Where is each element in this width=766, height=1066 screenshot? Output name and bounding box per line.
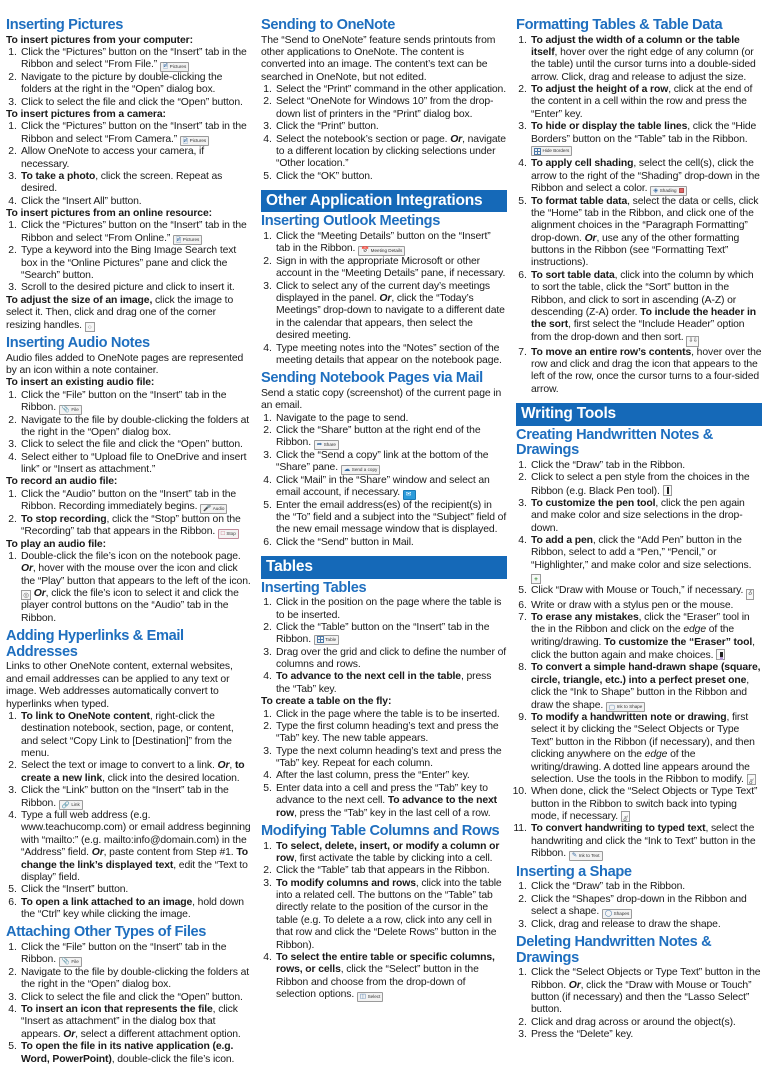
list-item: 2. Click to select a pen style from the choices in the Ribbon (e.g. Black Pen tool). (530, 472, 763, 498)
paperclip-icon: 📎 (61, 958, 70, 966)
list-item: 1. Click the “Meeting Details” button on the “Insert” tab in the Ribbon. 📅 Meeting Details (275, 231, 508, 256)
list-item: 1. Click in the position on the page where the table is to be inserted. (275, 597, 508, 622)
list-item: 4. Type a full web address (e.g. www.teachucomp.com) or email address beginning with “mailto:” (e.g. mailto:info@domain.com) in the “Address” field. Or, paste content from Step #1. To change the link’s displayed text, edit the “Text to display” field. (20, 810, 253, 884)
list-item: 4. After the last column, press the “Enter” key. (275, 770, 508, 782)
list-item: 4. Click the “Insert All” button. (20, 196, 253, 208)
list-play-audio (6, 551, 252, 625)
list-item: 1. Double-click the file’s icon on the notebook page. Or, hover with the mouse over the icon and click the “Play” button that appears to the left of the icon. ◎ Or, click the file’s icon to select it and click the player control buttons on the “Audio” tab in the Ribbon. (20, 551, 253, 625)
list-item: 1. Click the “File” button on the “Insert” tab in the Ribbon. 📎 File (20, 390, 253, 415)
list-hyperlinks (6, 711, 252, 922)
list-item: 2. Click the “Table” tab that appears in the Ribbon. (275, 865, 508, 877)
subhead-pictures-from-computer: To insert pictures from your computer: (6, 34, 193, 46)
list-item: 1. Click the “Draw” tab in the Ribbon. (530, 460, 763, 472)
list-item: 3. Click to select the file and click the “Open” button. (20, 439, 253, 451)
ink-to-text-ribbon-chip[interactable]: ✎ Ink to Text (569, 851, 603, 861)
list-item: 6. To sort table data, click into the column by which to sort the table, click the “Sort” button in the Ribbon, and click to sort in ascending (A-Z) or descending (Z-A) order. To include the header in the sort, first select the “Include Header” option from the drop-down and then sort. ⇩⇩ (530, 270, 763, 347)
list-item: 3. Click to select any of the current day’s meetings displayed in the panel. Or, click the “Today’s Meetings” drop-down to navigate to a different date in the calendar that appears, then select the desired meeting. (275, 281, 508, 343)
section-heading-sending-to-onenote: Sending to OneNote (261, 17, 395, 33)
list-item: 3. Click the “Send a copy” link at the bottom of the “Share” pane. ☁ Send a copy (275, 450, 508, 475)
section-heading-inserting-tables: Inserting Tables (261, 579, 367, 596)
shapes-icon: ◯ (604, 910, 613, 918)
file-ribbon-chip[interactable]: 📎 File (59, 957, 82, 967)
mail-app-icon[interactable] (403, 490, 416, 500)
pictures-ribbon-chip[interactable]: 🖻 Pictures (180, 136, 209, 146)
list-item: 5. To open the file in its native application (e.g. Word, PowerPoint), double-click the file’s icon. (20, 1041, 253, 1066)
list-item: 1. Click the “Select Objects or Type Text” button in the Ribbon. Or, click the “Draw with Mouse or Touch” button (if necessary) and then the “Lasso Select” button. (530, 967, 763, 1017)
list-formatting-tables (516, 35, 762, 397)
list-inserting-tables (261, 597, 507, 696)
meeting-details-ribbon-chip[interactable]: 📅 Meeting Details (358, 246, 405, 256)
list-item: 3. Click, drag and release to draw the shape. (530, 919, 763, 931)
draw-with-mouse-or-touch-icon[interactable]: δ (746, 589, 754, 600)
shapes-ribbon-chip[interactable]: ◯ Shapes (602, 909, 632, 919)
list-item: 2. Click the “Share” button at the right end of the Ribbon. ➦ Share (275, 425, 508, 450)
stop-ribbon-chip[interactable]: □ Stop (218, 529, 239, 539)
list-outlook-meetings (261, 231, 507, 367)
list-item: 1. Click the “Pictures” button on the “Insert” tab in the Ribbon and select “From File.” 🖻 Pictures (20, 47, 253, 72)
list-item: 2. Navigate to the file by double-clicking the folders at the right in the “Open” dialog box. (20, 967, 253, 992)
column-2 (261, 14, 507, 1001)
section-heading-formatting-tables: Formatting Tables & Table Data (516, 17, 723, 33)
ink-to-text-icon: ✎ (571, 852, 578, 860)
list-item: 1. Click the “Pictures” button on the “Insert” tab in the Ribbon and select “From Online.” 🖻 Pictures (20, 220, 253, 245)
list-item: 4. Select either to “Upload file to OneDrive and insert link” or “Insert as attachment.” (20, 452, 253, 477)
ink-to-shape-ribbon-chip[interactable]: ▢ Ink to Shape (606, 702, 645, 712)
list-item: 2. Select the text or image to convert to a link. Or, to create a new link, click into the desired location. (20, 760, 253, 785)
section-heading-modifying-table-columns-rows: Modifying Table Columns and Rows (261, 822, 500, 839)
list-item: 9. To modify a handwritten note or drawing, first select it by clicking the “Select Objects or Type Text” button in the Ribbon (if necessary), and then clicking anywhere on the edge of the writing/drawing. A dotted line appears around the selection. Use the tools in the Ribbon to modify. $\delta^I$ (530, 712, 763, 786)
list-item: 1. To adjust the width of a column or the table itself, hover over the right edge of any column (or the table) until the cursor turns into a double-sided arrow. Click, drag and release to adjust the size. (530, 35, 763, 85)
list-pictures-from-computer (6, 47, 252, 109)
table-ribbon-chip[interactable]: Table (314, 635, 339, 645)
microphone-icon: 🎤 (203, 505, 212, 513)
list-item: 4. Type meeting notes into the “Notes” section of the meeting details that appear on the notebook page. (275, 343, 508, 368)
column-3 (516, 14, 762, 1041)
list-pictures-from-online (6, 220, 252, 294)
list-item: 3. To customize the pen tool, click the pen again and make color and size selections in the drop-down. (530, 498, 763, 535)
list-modifying-table-columns-rows (261, 841, 507, 1002)
subhead-play-audio: To play an audio file: (6, 538, 106, 550)
list-item: 5. Click the “OK” button. (275, 171, 508, 183)
list-item: 1. Click in the page where the table is to be inserted. (275, 709, 508, 721)
black-pen-tool-icon[interactable] (663, 485, 672, 496)
list-item: 1. To link to OneNote content, right-click the destination notebook, section, page, or content, and select “Copy Link to [Destination]” from the menu. (20, 711, 253, 761)
stop-square-icon: □ (220, 530, 225, 538)
list-item: 7. To move an entire row’s contents, hover over the row and click and drag the icon that appears to the left of the row, once the cursor turns to a four-sided arrow. (530, 347, 763, 397)
shading-ribbon-chip[interactable]: ◈ Shading (650, 186, 687, 196)
banner-writing-tools: Writing Tools (516, 403, 762, 425)
list-item: 3. To hide or display the table lines, click the “Hide Borders” button on the “Table” tab in the Ribbon. Hide Borders (530, 121, 763, 158)
picture-icon: 🖻 (175, 236, 182, 244)
list-item: 5. Enter the email address(es) of the recipient(s) in the “To” field and a subject into the “Subject” field of the new email message window that is displayed. (275, 500, 508, 537)
list-item: 4. To select the entire table or specific columns, rows, or cells, click the “Select” button in the Ribbon and choose from the drop-down of selection options. ◫ Select (275, 952, 508, 1002)
list-item: 5. To format table data, select the data or cells, click the “Home” tab in the Ribbon, and click one of the alignment choices in the “Paragraph Formatting” drop-down. Or, use any of the other formatting buttons in the Ribbon (see “Formatting Text” instructions). (530, 196, 763, 270)
intro-sending-to-onenote: The “Send to OneNote” feature sends printouts from other applications to OneNote. The content is converted into an image. The content’s text can be searched in OneNote, but not edited. (261, 34, 496, 83)
column-1 (6, 14, 252, 1065)
list-item: 6. To open a link attached to an image, hold down the “Ctrl” key while clicking the image. (20, 897, 253, 922)
intro-audio-notes: Audio files added to OneNote pages are represented by an icon within a note container. (6, 352, 244, 376)
list-item: 1. Navigate to the page to send. (275, 413, 508, 425)
list-item: 5. Click “Draw with Mouse or Touch,” if necessary. δ (530, 585, 763, 600)
send-a-copy-ribbon-chip[interactable]: ☁ Send a copy (341, 465, 381, 475)
list-item: 4. To insert an icon that represents the file, click “Insert as attachment” in the dialog box that appears. Or, select a different attachment option. (20, 1004, 253, 1041)
list-item: 3. To modify columns and rows, click into the table into a related cell. The buttons on the “Table” tab directly relate to the position of the cursor in the table (e.g. To delete a a row, click into any cell in that row and click the “Delete Rows” button in the Ribbon). (275, 878, 508, 952)
list-item: 2. Click the “Shapes” drop-down in the Ribbon and select a shape. ◯ Shapes (530, 894, 763, 919)
subhead-record-audio: To record an audio file: (6, 476, 118, 488)
list-item: 3. Drag over the grid and click to define the number of columns and rows. (275, 647, 508, 672)
list-item: 3. Scroll to the desired picture and click to insert it. (20, 282, 253, 294)
subhead-pictures-from-camera: To insert pictures from a camera: (6, 108, 166, 120)
eraser-tool-icon[interactable] (716, 649, 725, 660)
list-item: 3. Click to select the file and click the “Open” button. (20, 992, 253, 1004)
list-deleting-handwritten-notes (516, 967, 762, 1041)
select-ribbon-chip[interactable]: ◫ Select (357, 992, 383, 1002)
list-item: 2. Click and drag across or around the object(s). (530, 1017, 763, 1029)
picture-icon: 🖻 (182, 137, 189, 145)
list-item: 2. Type a keyword into the Bing Image Search text box in the “Online Pictures” pane and click the “Search” button. (20, 245, 253, 282)
list-sending-pages-via-mail (261, 413, 507, 550)
list-item: 3. Click the “Print” button. (275, 121, 508, 133)
select-icon: ◫ (359, 993, 367, 1001)
envelope-icon: ✉ (405, 491, 412, 499)
list-creating-handwritten-notes (516, 460, 762, 861)
list-item: 2. Navigate to the file by double-clicking the folders at the right in the “Open” dialog box. (20, 415, 253, 440)
list-item: 3. Press the “Delete” key. (530, 1029, 763, 1041)
section-heading-inserting-a-shape: Inserting a Shape (516, 863, 632, 880)
list-item: 3. Click to select the file and click the “Open” button. (20, 97, 253, 109)
list-pictures-from-camera (6, 121, 252, 208)
cloud-icon: ☁ (343, 466, 351, 474)
list-item: 1. Click the “Audio” button on the “Insert” tab in the Ribbon. Recording immediately begins. 🎤 Audio (20, 489, 253, 514)
section-heading-sending-pages-via-mail: Sending Notebook Pages via Mail (261, 370, 483, 387)
list-item: 1. Click the “File” button on the “Insert” tab in the Ribbon. 📎 File (20, 942, 253, 967)
list-insert-existing-audio (6, 390, 252, 477)
file-ribbon-chip[interactable]: 📎 File (59, 405, 82, 415)
audio-ribbon-chip[interactable]: 🎤 Audio (200, 504, 227, 514)
intro-sending-pages-via-mail: Send a static copy (screenshot) of the current page in an email. (261, 387, 502, 412)
para-adjust-image-size: To adjust the size of an image, click the image to select it. Then, click and drag one of the corner resizing handles. ○ (6, 294, 234, 331)
section-heading-inserting-outlook-meetings: Inserting Outlook Meetings (261, 213, 441, 230)
list-item: 7. To erase any mistakes, click the “Eraser” tool in the in the Ribbon and click on the edge of the writing/drawing. To customize the “Eraser” tool, click the button again and make choices. (530, 612, 763, 663)
paperclip-icon: 📎 (61, 406, 70, 414)
link-ribbon-chip[interactable]: 🔗 Link (59, 800, 83, 810)
subhead-insert-existing-audio: To insert an existing audio file: (6, 377, 155, 389)
list-item: 6. Click the “Send” button in Mail. (275, 537, 508, 549)
list-item: 2. Click the “Table” button on the “Insert” tab in the Ribbon. Table (275, 622, 508, 647)
resize-handle-icon: ○ (85, 322, 95, 332)
list-create-table-on-the-fly (261, 709, 507, 820)
list-item: 4. Click “Mail” in the “Share” window and select an email account, if necessary. ✉ (275, 475, 508, 500)
subhead-pictures-from-online: To insert pictures from an online resource: (6, 208, 212, 220)
picture-icon: 🖻 (162, 63, 169, 71)
link-icon: 🔗 (61, 801, 70, 809)
color-swatch (679, 188, 684, 193)
select-objects-or-type-text-icon[interactable]: $\delta^I$ (621, 811, 630, 822)
share-ribbon-chip[interactable]: ➦ Share (314, 440, 339, 450)
list-attaching-files (6, 942, 252, 1066)
banner-tables: Tables (261, 556, 507, 578)
sort-az-icon[interactable]: ⇩⇩ (686, 336, 699, 347)
grid-icon (317, 636, 324, 643)
play-button-icon: ◎ (21, 590, 31, 600)
list-item: 4. Select the notebook’s section or page. Or, navigate to a different location by clicking selections under “Other location.” (275, 134, 508, 171)
list-item: 2. Allow OneNote to access your camera, if necessary. (20, 146, 253, 171)
list-item: 2. Select “OneNote for Windows 10” from the drop-down list of printers in the “Print” dialog box. (275, 96, 508, 121)
list-item: 1. Click the “Draw” tab in the Ribbon. (530, 881, 763, 893)
list-item: 11. To convert handwriting to typed text, select the handwriting and click the “Ink to Text” button in the Ribbon. ✎ Ink to Text (530, 823, 763, 860)
list-item: 1. Click the “Pictures” button on the “Insert” tab in the Ribbon and select “From Camera.” 🖻 Pictures (20, 121, 253, 146)
list-item: 4. To add a pen, click the “Add Pen” button in the Ribbon, select to add a “Pen,” “Pencil,” or “Highlighter,” and make color and size selections. + (530, 535, 763, 585)
list-item: 3. Type the next column heading’s text and press the “Tab” key. Repeat for each column. (275, 746, 508, 771)
list-inserting-a-shape (516, 881, 762, 931)
list-item: 2. To adjust the height of a row, click at the end of the content in a cell within the row and press the “Enter” key. (530, 84, 763, 121)
list-item: 5. Click the “Insert” button. (20, 884, 253, 896)
section-heading-attaching-files: Attaching Other Types of Files (6, 924, 207, 941)
section-heading-adding-hyperlinks: Adding Hyperlinks & Email Addresses (6, 628, 184, 660)
banner-other-application-integrations: Other Application Integrations (261, 190, 507, 212)
list-item: 2. Navigate to the picture by double-clicking the folders at the right in the “Open” dialog box. (20, 72, 253, 97)
shape-icon: ▢ (608, 703, 616, 711)
list-item: 10. When done, click the “Select Objects or Type Text” button in the Ribbon to switch back into typing mode, if necessary. $\delta^I$ (530, 786, 763, 823)
calendar-icon: 📅 (361, 247, 370, 255)
intro-hyperlinks: Links to other OneNote content, external websites, and email addresses can be applied to any text or image. Web addresses automatically convert to hyperlinks when typed. (6, 661, 233, 710)
list-item: 1. Select the “Print” command in the other application. (275, 84, 508, 96)
list-item: 1. To select, delete, insert, or modify a column or row, first activate the table by clicking into a cell. (275, 841, 508, 866)
list-sending-to-onenote (261, 84, 507, 183)
list-item: 2. Sign in with the appropriate Microsoft or other account in the “Meeting Details” pane, if necessary. (275, 256, 508, 281)
borders-icon (534, 148, 541, 155)
list-item: 2. Type the first column heading’s text and press the “Tab” key. The new table appears. (275, 721, 508, 746)
share-icon: ➦ (316, 441, 323, 449)
paint-bucket-icon: ◈ (653, 187, 659, 195)
list-item: 2. To stop recording, click the “Stop” button on the “Recording” tab that appears in the Ribbon. □ Stop (20, 514, 253, 539)
list-item: 4. To apply cell shading, select the cell(s), click the arrow to the right of the “Shading” drop-down in the Ribbon and select a color. ◈ Shading (530, 158, 763, 195)
section-heading-creating-handwritten-notes: Creating Handwritten Notes & Drawings (516, 426, 713, 459)
pictures-ribbon-chip[interactable]: 🖻 Pictures (173, 235, 202, 245)
hide-borders-ribbon-chip[interactable]: Hide Borders (531, 146, 572, 156)
section-heading-inserting-audio-notes: Inserting Audio Notes (6, 334, 150, 351)
list-item: 8. To convert a simple hand-drawn shape (square, circle, triangle, etc.) into a perfect preset one, click the “Ink to Shape” button in the Ribbon and draw the shape. ▢ Ink to Shape (530, 662, 763, 712)
list-item: 5. Enter data into a cell and press the “Tab” key to advance to the next cell. To advance to the next row, press the “Tab” key in the last cell of a row. (275, 783, 508, 820)
list-item: 6. Write or draw with a stylus pen or the mouse. (530, 600, 763, 612)
list-item: 3. To take a photo, click the screen. Repeat as desired. (20, 171, 253, 196)
list-record-audio (6, 489, 252, 539)
list-item: 4. To advance to the next cell in the table, press the “Tab” key. (275, 671, 508, 696)
pictures-ribbon-chip[interactable]: 🖻 Pictures (160, 62, 189, 72)
section-heading-inserting-pictures: Inserting Pictures (6, 17, 123, 33)
subhead-create-table-on-the-fly: To create a table on the fly: (261, 696, 392, 708)
select-objects-or-type-text-icon[interactable]: $\delta^I$ (747, 774, 756, 785)
add-pen-icon[interactable]: + (531, 574, 541, 584)
list-item: 3. Click the “Link” button on the “Insert” tab in the Ribbon. 🔗 Link (20, 785, 253, 810)
section-heading-deleting-handwritten-notes: Deleting Handwritten Notes & Drawings (516, 933, 712, 966)
